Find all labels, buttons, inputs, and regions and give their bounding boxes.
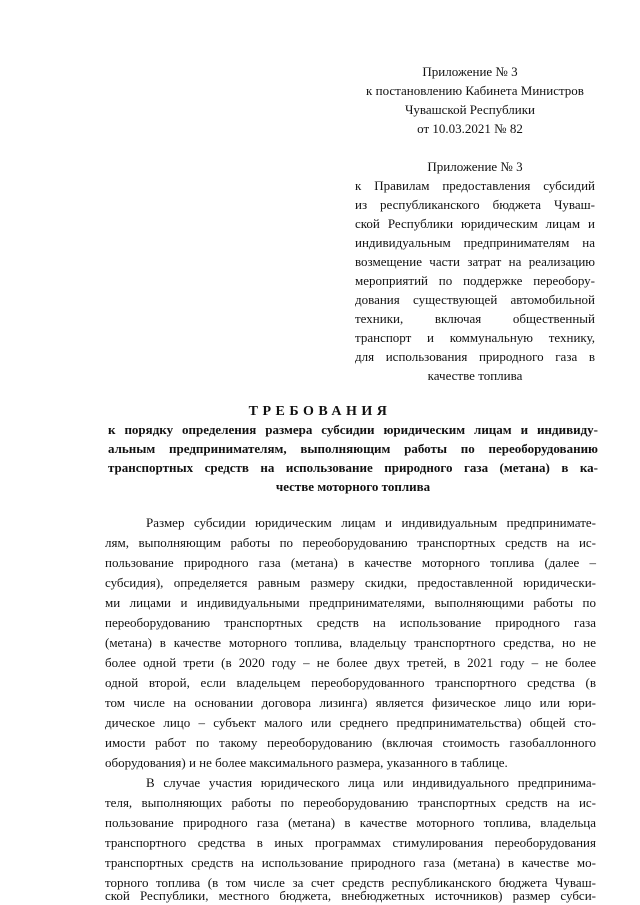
body-line: транспортных средств на использование природного газа (метана) в качестве мо- [105, 855, 596, 870]
body-line: дическое лицо – субъект малого или среднего предпринимательства) общей сто- [105, 715, 596, 730]
body-line: теля, выполняющих работы по переоборудованию транспортных средств на ис- [105, 795, 596, 810]
body-line: торного топлива (в том числе за счет средств республиканского бюджета Чуваш- [105, 875, 596, 890]
body-line: более одной трети (в 2020 году – не более двух третей, в 2021 году – не более [105, 655, 596, 670]
appendix-2-line: транспорт и коммунальную технику, [355, 330, 595, 345]
appendix-2-line: возмещение части затрат на реализацию [355, 254, 595, 269]
appendix-1-line: к постановлению Кабинета Министров [366, 83, 584, 98]
body-line: субсидия), определяется равным размеру скидки, предоставленной юридически- [105, 575, 596, 590]
heading-line: к порядку определения размера субсидии юридическим лицам и индивиду- [108, 422, 598, 437]
body-line: лям, выполняющим работы по переоборудованию транспортных средств на ис- [105, 535, 596, 550]
body-line: ми лицами и индивидуальными предпринимателями, выполняющими работы по [105, 595, 596, 610]
document-title: ТРЕБОВАНИЯ [248, 404, 392, 419]
body-line: оборудования) и не более максимального размера, указанного в таблице. [105, 755, 508, 770]
appendix-1-line: от 10.03.2021 № 82 [417, 121, 523, 136]
appendix-2-line: качестве топлива [427, 368, 523, 383]
appendix-2-line: к Правилам предоставления субсидий [355, 178, 595, 193]
body-line: (метана) в качестве моторного топлива, владельцу транспортного средства, но не [105, 635, 596, 650]
heading-line: транспортных средств на использование природного газа (метана) в ка- [108, 460, 598, 475]
appendix-1-line: Чувашской Республики [404, 102, 536, 117]
appendix-2-line: мероприятий по поддержке переобору- [355, 273, 595, 288]
appendix-2-line: ской Республики юридическим лицам и [355, 216, 595, 231]
body-line: одной второй, если владельцем переоборудованного транспортного средства (в [105, 675, 596, 690]
body-line: том числе на основании договора лизинга) является физическое лицо или юри- [105, 695, 596, 710]
appendix-2-line: индивидуальным предпринимателям на [355, 235, 595, 250]
body-line: транспортного средства в иных программах стимулирования переоборудования [105, 835, 596, 850]
appendix-2-line: для использования природного газа в [355, 349, 595, 364]
body-line: переоборудованию транспортных средств на использование природного газа [105, 615, 596, 630]
body-line: Размер субсидии юридическим лицам и индивидуальным предпринимате- [146, 515, 596, 530]
appendix-2-title: Приложение № 3 [427, 159, 523, 174]
heading-line: честве моторного топлива [275, 479, 431, 494]
body-line: пользование природного газа (метана) в качестве моторного топлива (далее – [105, 555, 596, 570]
appendix-1-line: Приложение № 3 [422, 64, 518, 79]
appendix-2-line: из республиканского бюджета Чуваш- [355, 197, 595, 212]
body-line: ской Республики, местного бюджета, внебюджетных источников) размер субси- [105, 888, 596, 903]
appendix-2-line: дования существующей автомобильной [355, 292, 595, 307]
body-line: В случае участия юридического лица или индивидуального предпринима- [146, 775, 596, 790]
body-line: пользование природного газа (метана) в качестве моторного топлива, владельца [105, 815, 596, 830]
heading-line: альным предпринимателям, выполняющим работы по переоборудованию [108, 441, 598, 456]
body-line: имости работ по такому переоборудованию (включая стоимость газобаллонного [105, 735, 596, 750]
appendix-2-line: техники, включая общественный [355, 311, 595, 326]
